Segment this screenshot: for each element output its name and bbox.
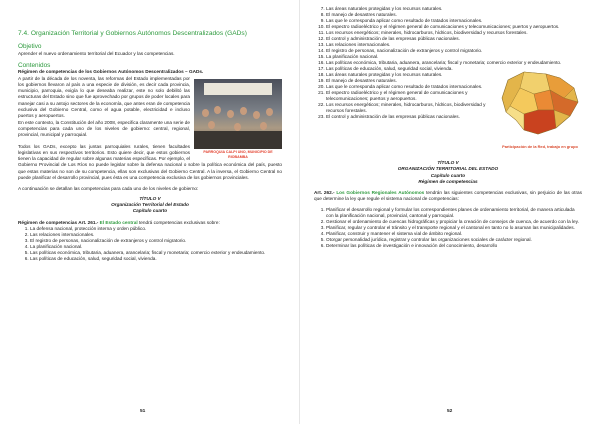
titulo-label: TÍTULO V xyxy=(437,160,459,165)
photo-person xyxy=(234,123,241,131)
competencias-list-262 xyxy=(314,207,582,249)
right-page xyxy=(300,0,600,424)
competencias-list-continued xyxy=(314,6,582,149)
list-item: 20. Las que le corresponda aplicar como resultado de tratados internacionales. xyxy=(326,84,582,90)
list-item: 3. Planificar, regular y controlar el tránsito y el transporte regional y el cantonal en tanto no lo asuman las municipalidades. xyxy=(326,225,582,231)
list-item: 8. El manejo de desastres naturales. xyxy=(326,12,582,18)
list-item: 4. La planificación nacional. xyxy=(30,244,282,250)
list-item: 14. El registro de personas, nacionalización de extranjeros y control migratorio. xyxy=(326,48,582,54)
list-item: 10. El espectro radioeléctrico y el régimen general de comunicaciones y telecomunicaciones; puertos y aeropuertos. xyxy=(326,24,582,30)
list-item: 5. Otorgar personalidad jurídica, registrar y controlar las organizaciones sociales de carácter regional. xyxy=(326,237,582,243)
photo-person xyxy=(253,111,260,119)
capitulo-label: Capítulo cuarto xyxy=(430,172,466,178)
article-261-entity: El Estado central xyxy=(99,219,138,225)
list-item: 9. Las que le corresponda aplicar como resultado de tratados internacionales. xyxy=(326,18,582,24)
list-item: 2. Las relaciones internacionales. xyxy=(30,232,282,238)
paragraph-2: En este contexto, la Constitución del año 2008, especifica claramente una serie de competencias para cada uno de los niveles de gobierno: central, regional, provincial, municipal y parroquial. xyxy=(18,119,190,138)
competencias-heading: Régimen de competencias de los Gobiernos Autónomos Descentralizados – GADs. xyxy=(18,69,204,75)
map-caption: 17. Participación de la Red, trabajo en grupo xyxy=(502,144,578,149)
paragraph-1: A partir de la década de los noventa, las reformas del Estado implementadas por los gobiernos llevaron al país a una especie de división, es decir cada provincia, municipio, parroquia, exigía lo que deseaba realizar, este no solo debilitó las estructuras del Estado sino que fue aprovechado por grupos de poder locales para manejar casi a su antojo sectores de la economía, que antes eran de competencia exclusiva del Gobierno Central, como el agua potable, electricidad e incluso puertos y aeropuertos. xyxy=(18,75,190,119)
photo-person xyxy=(202,109,209,117)
objetivo-text: Aprender el nuevo ordenamiento territorial del Ecuador y las competencias. xyxy=(18,50,175,56)
photo-person xyxy=(260,122,267,130)
ecuador-map-illustration xyxy=(494,68,586,142)
ecuador-map-figure xyxy=(494,68,586,149)
regimen-label: Régimen de competencias xyxy=(418,178,478,184)
capitulo-label: Capítulo cuarto xyxy=(132,208,168,214)
list-item: 4. Planificar, construir y mantener el sistema vial de ámbito regional. xyxy=(326,231,582,237)
list-item: 19. El manejo de desastres naturales. xyxy=(326,78,582,84)
list-item: 18. Las áreas naturales protegidas y los recursos naturales. xyxy=(326,72,582,78)
list-item: 11. Los recursos energéticos; minerales, hidrocarburos, hídricos, biodiversidad y recursos forestales. xyxy=(326,30,582,36)
list-item: 7. Las áreas naturales protegidas y los recursos naturales. xyxy=(326,6,582,12)
list-item: 21. El espectro radioeléctrico y el régimen general de comunicaciones y telecomunicaciones; puertos y aeropuertos. xyxy=(326,90,582,102)
objetivo-heading: Objetivo xyxy=(18,43,42,50)
contenidos-heading: Contenidos xyxy=(18,61,51,69)
list-item: 22. Los recursos energéticos; minerales, hidrocarburos, hídricos, biodiversidad y recursos forestales. xyxy=(326,102,582,114)
list-item: 1. La defensa nacional, protección interna y orden público. xyxy=(30,226,282,232)
article-262-lead: Art. 262.- xyxy=(314,190,337,196)
paragraph-4: A continuación se detallan las competencias para cada uno de los niveles de gobierno: xyxy=(18,186,199,192)
titulo-subtitle: ORGANIZACIÓN TERRITORIAL DEL ESTADO xyxy=(397,166,499,172)
photo-person xyxy=(266,108,273,116)
list-item: 15. La planificación nacional. xyxy=(326,54,582,60)
list-item: 12. El control y administración de las empresas públicas nacionales. xyxy=(326,36,582,42)
photo-person xyxy=(227,110,234,118)
list-item: 6. Las políticas de educación, salud, seguridad social, vivienda. xyxy=(30,256,282,262)
list-item: 2. Gestionar el ordenamiento de cuencas hidrográficas y propiciar la creación de consejos de cuenca, de acuerdo con la ley. xyxy=(326,219,582,225)
page-number-right: 52 xyxy=(447,409,453,414)
paragraph-3: Todos los GADs, excepto las juntas parroquiales rurales, tienen facultades legislativas en sus respectivos territorios. Esto quiere decir, que estos gobiernos tienen la capacidad de regular sobre algunas materias específicas. Por ejemplo, el Gobierno Provincial de Los Ríos no puede legislar sobre la defensa nacional o sobre la política económica del país, puesto que estas materias no son de su competencia, ellas son exclusivas del Gobierno Central. A la inversa, el Gobierno Central no puede planificar el desarrollo provincial, pues ésta es una competencia exclusiva de los gobiernos provinciales. xyxy=(18,143,282,181)
list-item: 1. Planificar el desarrollo regional y formular los correspondientes planes de ordenamiento territorial, de manera articulada con la planificación nacional, provincial, cantonal y parroquial. xyxy=(326,207,582,219)
article-262 xyxy=(314,190,582,203)
photo-person xyxy=(214,106,221,114)
photo-person xyxy=(240,107,247,115)
photo-banner xyxy=(204,83,272,95)
photo-caption: PARROQUIA CALPI UNO, MUNICIPIO DE RIOBAMBA xyxy=(203,149,273,159)
section-title: 7.4. Organización Territorial y Gobiernos Autónomos Descentralizados (GADs) xyxy=(18,30,247,37)
council-photo-figure xyxy=(194,79,282,160)
photo-desk xyxy=(194,131,282,149)
photo-person xyxy=(208,121,215,129)
article-262-entity: Los Gobiernos Regionales Autónomos xyxy=(336,190,425,196)
council-meeting-photo xyxy=(194,79,282,149)
article-261-rest: tendrá competencias exclusivas sobre: xyxy=(137,219,220,225)
titulo-label: TÍTULO V xyxy=(139,195,161,201)
list-item: 23. El control y administración de las empresas públicas nacionales. xyxy=(326,114,582,120)
list-item: 16. Las políticas económica, tributaria, aduanera, arancelaria; fiscal y monetaria; comercio exterior y endeudamiento. xyxy=(326,60,582,66)
article-261-lead: Régimen de competencias Art. 261.- xyxy=(18,219,100,225)
page-number-left: 51 xyxy=(140,409,146,414)
list-item: 13. Las relaciones internacionales. xyxy=(326,42,582,48)
titulo-subtitle: Organización Territorial del Estado xyxy=(111,201,189,207)
list-item: 6. Determinar las políticas de investigación e innovación del conocimiento, desarrollo xyxy=(326,243,582,249)
competencias-list-261 xyxy=(18,226,282,262)
list-item: 5. Las políticas económica, tributaria, aduanera, arancelaria; fiscal y monetaria; comercio exterior y endeudamiento. xyxy=(30,250,282,256)
list-item: 3. El registro de personas, nacionalización de extranjeros y control migratorio. xyxy=(30,238,282,244)
list-item: 17. Participación de la Red, trabajo en grupo Las políticas de educación, salud, seguridad social, vivienda. xyxy=(326,66,582,72)
article-262-rest: tendrán las siguientes competencias exclusivas, sin perjuicio de las otras que determine la ley que regule el sistema nacional de competencias: xyxy=(314,190,582,202)
